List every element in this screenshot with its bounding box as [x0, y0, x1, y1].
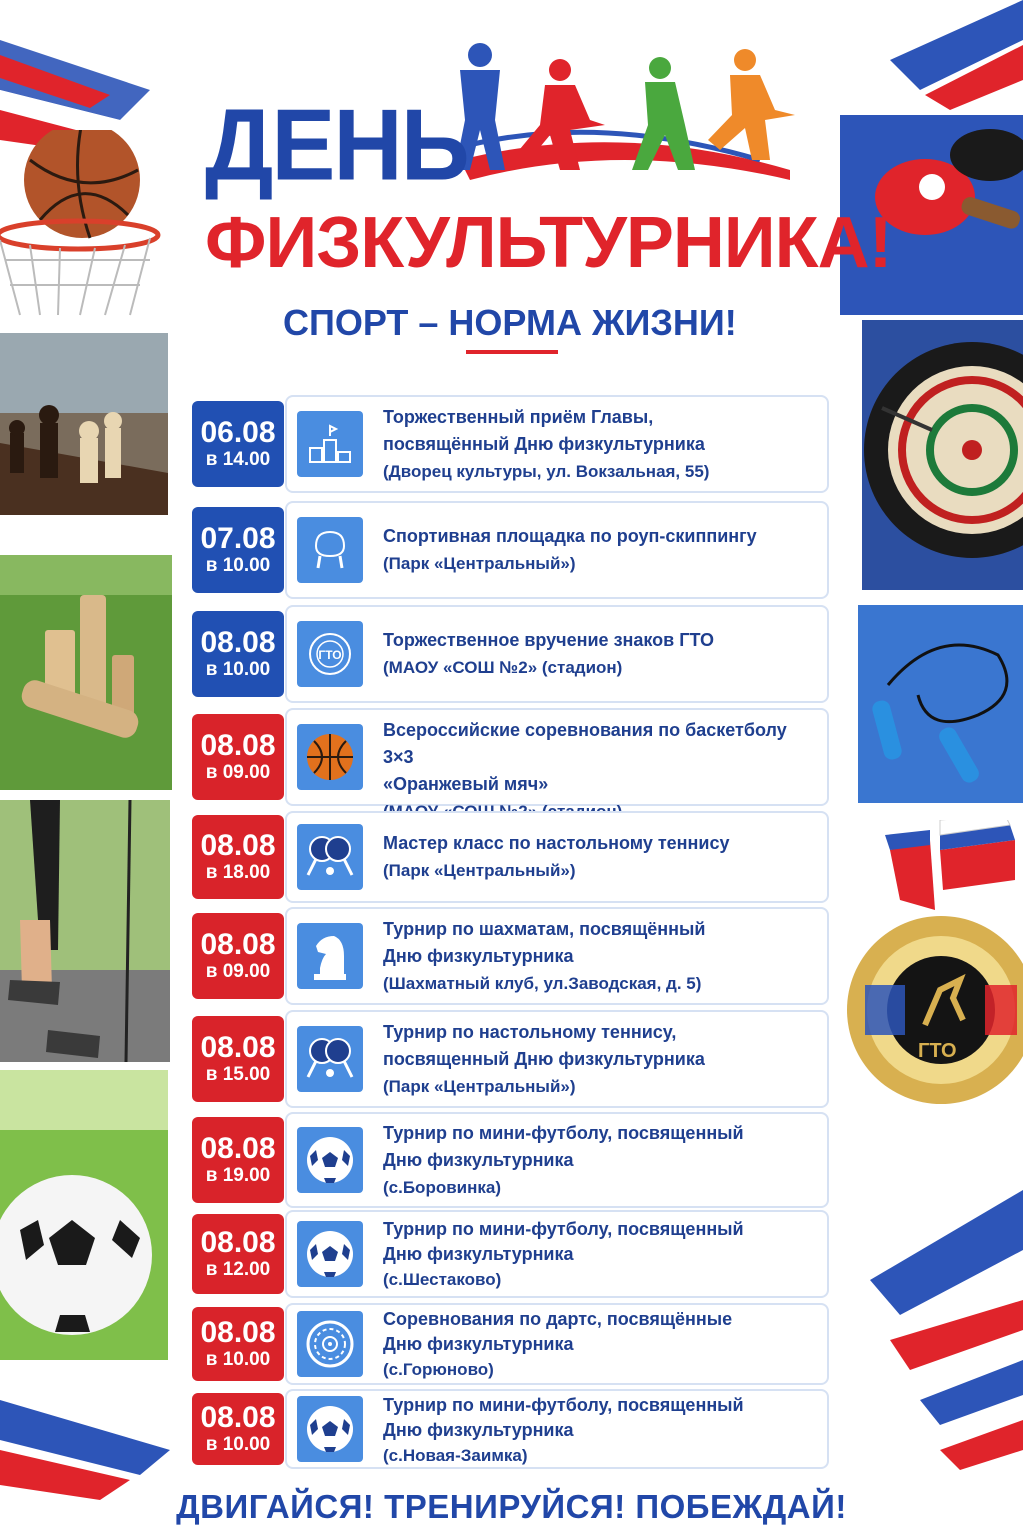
medal-label: ГТО — [918, 1040, 957, 1062]
event-row — [192, 1210, 832, 1298]
event-date-badge — [192, 1307, 284, 1381]
event-time: в 10.00 — [205, 555, 271, 577]
event-place: (Парк «Центральный») — [383, 861, 576, 880]
event-row — [192, 395, 832, 493]
event-place: (с.Боровинка) — [383, 1178, 502, 1197]
event-description — [383, 1217, 815, 1292]
event-title-line: Торжественный приём Главы, — [383, 407, 654, 427]
event-date: 08.08 — [200, 1401, 276, 1435]
event-date: 08.08 — [200, 829, 276, 863]
event-card — [285, 1303, 829, 1385]
event-row — [192, 708, 832, 806]
gto-medal — [845, 820, 1023, 1150]
event-place: (с.Шестаково) — [383, 1270, 502, 1289]
event-row — [192, 1389, 832, 1469]
event-time: в 19.00 — [205, 1165, 271, 1187]
event-date-badge — [192, 611, 284, 697]
event-title-line: Турнир по настольному теннису, — [383, 1022, 677, 1042]
event-place: (Шахматный клуб, ул.Заводская, д. 5) — [383, 974, 702, 993]
event-date: 08.08 — [200, 729, 276, 763]
basketball-icon — [297, 724, 363, 790]
event-date-badge — [192, 913, 284, 999]
event-date: 08.08 — [200, 1031, 276, 1065]
event-card — [285, 708, 829, 806]
event-title-line: Дню физкультурника — [383, 1244, 574, 1264]
event-row — [192, 1010, 832, 1108]
event-description — [383, 523, 815, 577]
event-title-line: Спортивная площадка по роуп-скиппингу — [383, 526, 757, 546]
event-date: 07.08 — [200, 522, 276, 556]
event-description — [383, 627, 815, 681]
event-description — [383, 404, 815, 485]
chess-knight-icon — [297, 923, 363, 989]
event-date-badge — [192, 1117, 284, 1203]
event-date-badge — [192, 1214, 284, 1294]
event-title-line: Всероссийские соревнования по баскетболу 3×3 — [383, 720, 787, 767]
event-date-badge — [192, 815, 284, 899]
event-place: (с.Новая-Заимка) — [383, 1446, 528, 1465]
event-row — [192, 605, 832, 703]
event-place: (с.Горюново) — [383, 1360, 494, 1379]
event-title-line: Турнир по мини-футболу, посвященный — [383, 1395, 744, 1415]
flag-brush-bottom-right — [830, 1170, 1023, 1530]
event-title-line: Мастер класс по настольному теннису — [383, 833, 730, 853]
event-title-line: Дню физкультурника — [383, 946, 574, 966]
event-title-line: Турнир по шахматам, посвящённый — [383, 919, 706, 939]
event-time: в 09.00 — [205, 961, 271, 983]
event-description — [383, 1019, 815, 1100]
event-time: в 10.00 — [205, 659, 271, 681]
title-fizkulturnika: ФИЗКУЛЬТУРНИКА! — [205, 203, 892, 283]
event-row — [192, 1303, 832, 1385]
event-card — [285, 1112, 829, 1208]
event-description — [383, 1393, 815, 1468]
event-place: (Парк «Центральный») — [383, 1077, 576, 1096]
event-row — [192, 501, 832, 599]
event-date-badge — [192, 714, 284, 800]
event-place: (МАОУ «СОШ №2» (стадион) — [383, 658, 623, 677]
event-card — [285, 907, 829, 1005]
table-tennis-icon — [297, 1026, 363, 1092]
event-card — [285, 811, 829, 903]
event-title-line: Дню физкультурника — [383, 1334, 574, 1354]
subtitle-underline — [466, 350, 558, 354]
table-tennis-icon — [297, 824, 363, 890]
event-date-badge — [192, 1016, 284, 1102]
subtitle-slogan: СПОРТ – НОРМА ЖИЗНИ! — [283, 302, 737, 343]
kubb-game-photo — [0, 555, 172, 790]
nordic-walking-photo — [0, 800, 170, 1062]
event-card — [285, 395, 829, 493]
event-time: в 14.00 — [205, 449, 271, 471]
footer-slogan: ДВИГАЙСЯ! ТРЕНИРУЙСЯ! ПОБЕЖДАЙ! — [176, 1488, 847, 1525]
event-date: 06.08 — [200, 416, 276, 450]
event-row — [192, 811, 832, 903]
event-title-line: посвященный Дню физкультурника — [383, 1049, 705, 1069]
flag-brush-top-right — [830, 0, 1023, 130]
darts-board-photo — [862, 320, 1023, 590]
event-card — [285, 501, 829, 599]
event-place: (Дворец культуры, ул. Вокзальная, 55) — [383, 462, 710, 481]
event-date-badge — [192, 401, 284, 487]
event-date: 08.08 — [200, 1132, 276, 1166]
event-title-line: «Оранжевый мяч» — [383, 774, 549, 794]
podium-icon — [297, 411, 363, 477]
event-card — [285, 605, 829, 703]
event-description — [383, 1307, 815, 1382]
event-place: (Парк «Центральный») — [383, 554, 576, 573]
event-description — [383, 1120, 815, 1201]
soccer-ball-photo — [0, 1070, 168, 1360]
jump-rope-icon — [297, 517, 363, 583]
event-description — [383, 916, 815, 997]
event-time: в 09.00 — [205, 762, 271, 784]
event-card — [285, 1389, 829, 1469]
basketball-hoop-photo — [0, 130, 180, 320]
svg-text:ГТО: ГТО — [318, 648, 342, 662]
event-title-line: Дню физкультурника — [383, 1150, 574, 1170]
event-time: в 10.00 — [205, 1349, 271, 1371]
event-row — [192, 1112, 832, 1208]
event-description — [383, 717, 815, 825]
gto-badge-icon — [297, 621, 363, 687]
event-date: 08.08 — [200, 1226, 276, 1260]
event-date: 08.08 — [200, 626, 276, 660]
event-time: в 10.00 — [205, 1434, 271, 1456]
soccer-ball-icon — [297, 1396, 363, 1462]
event-title-line: Торжественное вручение знаков ГТО — [383, 630, 714, 650]
event-row — [192, 907, 832, 1005]
event-description — [383, 830, 815, 884]
event-date-badge — [192, 507, 284, 593]
event-card — [285, 1010, 829, 1108]
soccer-ball-icon — [297, 1127, 363, 1193]
event-date: 08.08 — [200, 1316, 276, 1350]
event-title-line: Дню физкультурника — [383, 1420, 574, 1440]
event-title-line: Турнир по мини-футболу, посвященный — [383, 1123, 744, 1143]
soccer-ball-icon — [297, 1221, 363, 1287]
event-date: 08.08 — [200, 928, 276, 962]
event-time: в 15.00 — [205, 1064, 271, 1086]
jump-rope-photo — [858, 605, 1023, 803]
event-time: в 18.00 — [205, 862, 271, 884]
athletes-logo — [440, 40, 800, 190]
event-title-line: Соревнования по дартс, посвящённые — [383, 1309, 733, 1329]
chess-photo — [0, 333, 168, 515]
event-title-line: Турнир по мини-футболу, посвященный — [383, 1219, 744, 1239]
event-title-line: посвящённый Дню физкультурника — [383, 434, 705, 454]
event-card — [285, 1210, 829, 1298]
title-den: ДЕНЬ — [205, 89, 468, 202]
event-time: в 12.00 — [205, 1259, 271, 1281]
event-date-badge — [192, 1393, 284, 1465]
darts-icon — [297, 1311, 363, 1377]
